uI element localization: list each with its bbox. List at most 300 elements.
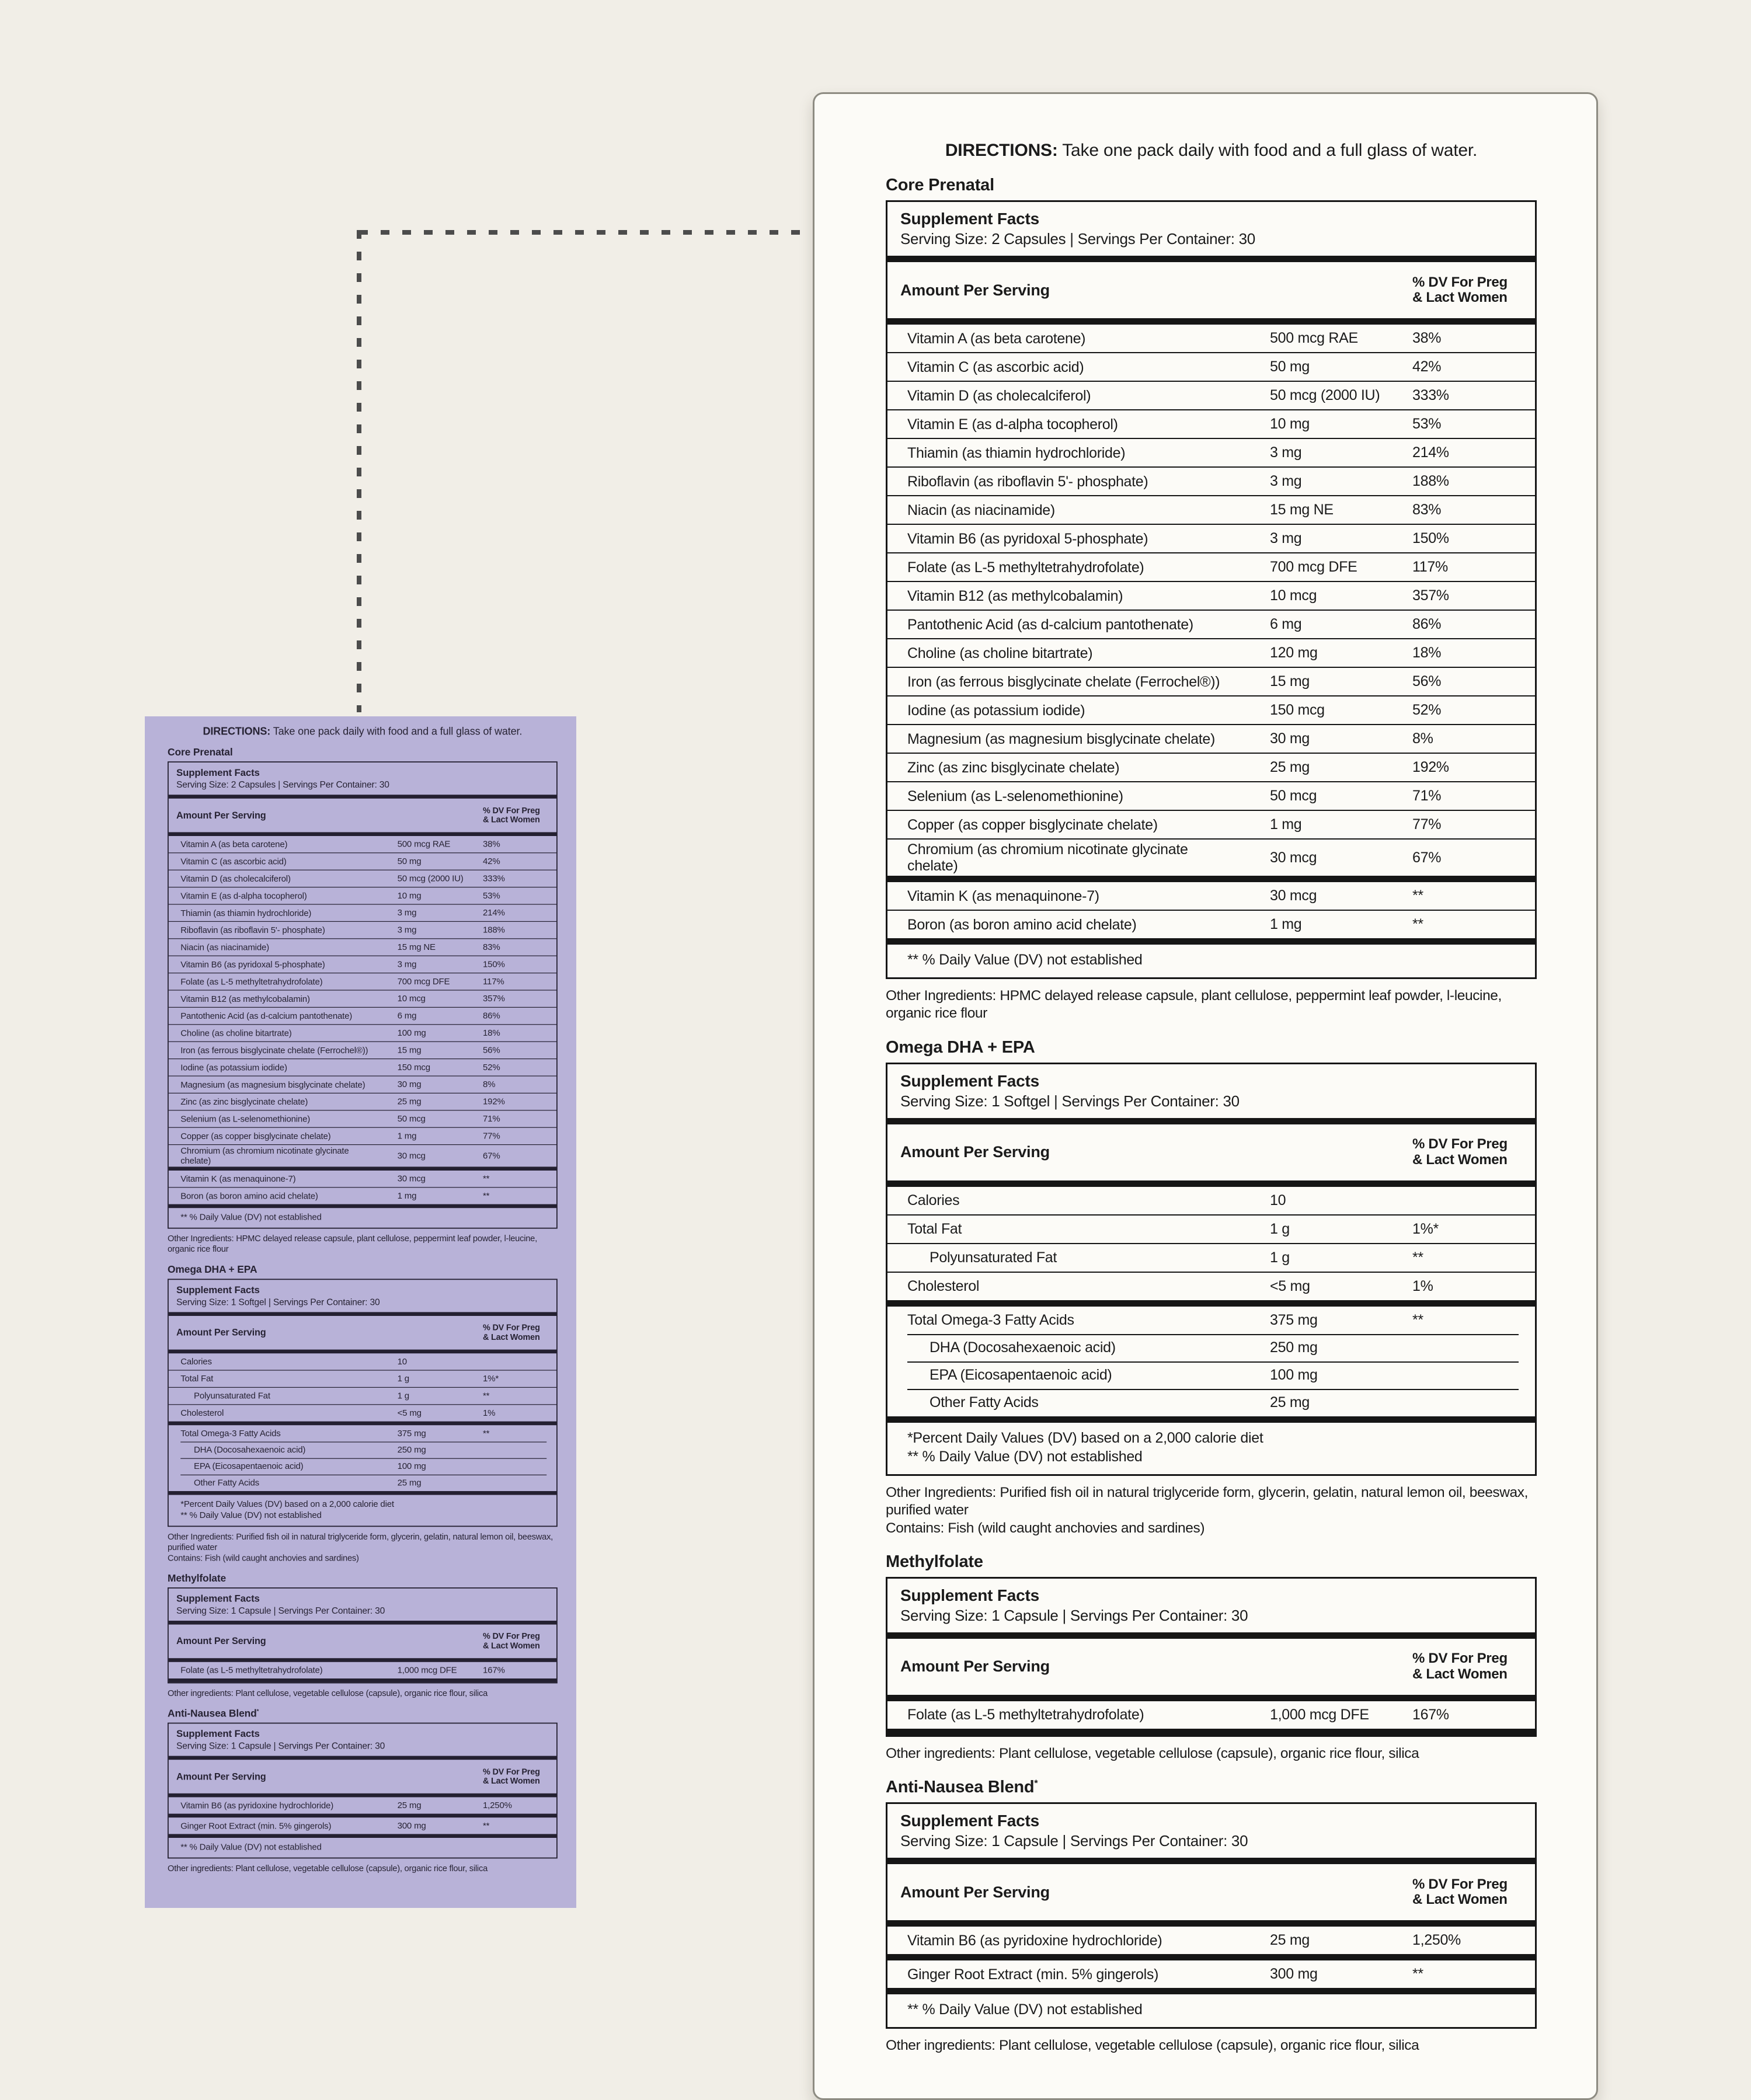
row-amount: 100 mg [397,1028,426,1038]
amount-per-serving-header: Amount Per Serving [176,810,266,821]
row-amount: 50 mcg (2000 IU) [397,873,464,883]
footnotes-block [887,1423,1535,1474]
table-row [887,838,1535,876]
divider-bar [169,1421,556,1425]
row-name: Thiamin (as thiamin hydrochloride) [180,908,312,918]
table-row [169,1007,556,1024]
row-name: Other Fatty Acids [194,1478,259,1488]
row-amount: 1 mg [397,1190,417,1201]
row-amount: 1,000 mcg DFE [1270,1706,1369,1723]
product-label-panel [145,716,576,1908]
row-amount: 6 mg [397,1011,417,1021]
footnote-line: *Percent Daily Values (DV) based on a 2,000 calorie diet [180,1499,394,1509]
dv-header-line2: & Lact Women [483,1332,540,1342]
table-row [169,1353,556,1370]
dv-header-line1: % DV For Preg [483,1631,540,1642]
row-amount: 700 mcg DFE [397,976,450,987]
footnotes-block [169,1838,556,1858]
row-amount: 150 mcg [397,1062,430,1072]
facts-header [887,1064,1535,1118]
row-amount: 50 mcg (2000 IU) [1270,387,1380,403]
dv-header-line1: % DV For Preg [483,1323,540,1333]
facts-title: Supplement Facts [900,1586,1039,1604]
row-dv: 71% [483,1113,500,1124]
row-name: Vitamin C (as ascorbic acid) [907,358,1084,375]
table-row [887,695,1535,724]
footnote-line: ** % Daily Value (DV) not established [180,1842,322,1852]
section-heading-methylfolate: Methylfolate [886,1552,983,1571]
row-name: Vitamin C (as ascorbic acid) [180,856,287,866]
table-row [169,1024,556,1041]
row-amount: 375 mg [1270,1311,1318,1328]
table-row [169,1475,556,1491]
row-dv: 52% [1412,702,1442,718]
row-dv: ** [1412,916,1423,932]
row-dv: 1% [1412,1277,1433,1294]
row-dv: 1% [483,1408,496,1418]
row-dv: 67% [483,1151,500,1161]
footnote-line: ** % Daily Value (DV) not established [907,1448,1143,1465]
divider-bar [887,1416,1535,1423]
row-name: Polyunsaturated Fat [194,1391,270,1401]
connector-dashed-line-vertical [357,230,361,712]
row-dv: 117% [1412,559,1448,575]
row-name: Cholesterol [907,1278,980,1295]
table-row [887,1927,1535,1954]
directions-label: DIRECTIONS: [203,726,271,737]
row-name: Total Fat [907,1221,962,1238]
section-omega-dha-epa [886,1038,1537,1537]
row-amount: 3 mg [1270,530,1302,546]
table-row [887,1307,1535,1334]
table-row [887,352,1535,381]
row-amount: 500 mcg RAE [397,839,451,849]
row-name: Chromium (as chromium nicotinate glycinate chelate) [907,841,1188,874]
other-ingredients-text: Other ingredients: Plant cellulose, vegetable cellulose (capsule), organic rice flour, silica [886,1745,1419,1761]
row-name: Vitamin K (as menaquinone-7) [907,887,1099,904]
table-row [169,990,556,1007]
row-name: Calories [180,1356,212,1367]
row-name: Other Fatty Acids [930,1394,1039,1411]
divider-bar [169,1349,556,1353]
row-name: Ginger Root Extract (min. 5% gingerols) [180,1821,332,1831]
row-amount: 25 mg [1270,759,1310,775]
row-amount: 30 mg [1270,730,1310,747]
table-row [887,1960,1535,1988]
divider-bar [887,938,1535,945]
dv-column-header [1412,1137,1535,1168]
column-header-row [169,1316,556,1350]
row-name: Niacin (as niacinamide) [907,502,1055,518]
column-header-row [887,262,1535,318]
table-row [887,753,1535,781]
row-dv: 8% [1412,730,1433,747]
other-ingredients-text: Other ingredients: Plant cellulose, vegetable cellulose (capsule), organic rice flour, silica [886,2038,1419,2054]
row-name: Vitamin D (as cholecalciferol) [907,387,1091,404]
facts-header [887,1804,1535,1858]
row-name: Iodine (as potassium iodide) [907,702,1085,719]
footnote-line: ** % Daily Value (DV) not established [180,1510,322,1520]
row-name: EPA (Eicosapentaenoic acid) [194,1461,304,1471]
row-name: Vitamin B12 (as methylcobalamin) [907,587,1123,604]
facts-header [169,1724,556,1756]
section-methylfolate [168,1573,558,1699]
row-name: Vitamin B6 (as pyridoxine hydrochloride) [907,1932,1162,1949]
row-name: Iron (as ferrous bisglycinate chelate (Ferrochel®)) [907,673,1220,690]
divider-bar [887,1729,1535,1735]
dv-header-line1: % DV For Preg [483,806,540,816]
row-dv: 56% [483,1045,500,1055]
row-dv: ** [1412,887,1423,904]
table-row [887,1187,1535,1214]
column-header-row [169,1625,556,1659]
row-name: Boron (as boron amino acid chelate) [907,916,1137,933]
facts-header [169,762,556,795]
row-name: Folate (as L-5 methyltetrahydrofolate) [907,559,1144,576]
table-row [169,1817,556,1834]
row-amount: 10 mg [397,890,422,901]
row-dv: 357% [1412,587,1449,604]
divider-bar [169,795,556,799]
section-anti-nausea-blend [168,1708,558,1875]
row-name: Magnesium (as magnesium bisglycinate chelate) [907,730,1216,747]
table-row [169,887,556,904]
row-amount: 1 mg [1270,916,1302,932]
row-name: Selenium (as L-selenomethionine) [907,788,1123,805]
divider-bar [887,1858,1535,1864]
table-row [887,495,1535,524]
footnotes-block [169,1208,556,1228]
row-name: Vitamin B6 (as pyridoxine hydrochloride) [180,1801,334,1811]
footnote-line: ** % Daily Value (DV) not established [907,952,1143,968]
row-name: Zinc (as zinc bisglycinate chelate) [180,1096,308,1107]
row-dv: 77% [1412,816,1442,833]
row-amount: 3 mg [1270,444,1302,461]
row-amount: 25 mg [397,1800,422,1810]
row-dv: ** [1412,1966,1423,1983]
table-row [169,1798,556,1814]
column-header-row [887,1864,1535,1920]
amount-per-serving-header: Amount Per Serving [176,1636,266,1647]
row-dv: ** [483,1820,490,1831]
row-amount: 1 g [397,1391,409,1401]
divider-bar [887,1954,1535,1960]
table-row [887,810,1535,838]
table-row [887,1243,1535,1272]
row-dv: 167% [483,1665,505,1675]
row-amount: 15 mg [1270,673,1310,689]
row-amount: 375 mg [397,1428,426,1439]
facts-title: Supplement Facts [900,1071,1039,1090]
row-dv: ** [1412,1311,1423,1328]
divider-bar [169,1166,556,1171]
row-name: Vitamin A (as beta carotene) [180,839,288,849]
row-dv: 214% [1412,444,1449,461]
table-row [169,1075,556,1092]
section-anti-nausea-blend [886,1778,1537,2054]
amount-per-serving-header: Amount Per Serving [176,1771,266,1782]
row-dv: 67% [1412,849,1442,866]
table-row [887,381,1535,409]
row-amount: 10 mcg [397,994,426,1004]
supplement-facts-box [886,1063,1537,1476]
row-dv: 18% [483,1028,500,1038]
row-amount: 10 [397,1356,407,1367]
divider-bar [887,1920,1535,1927]
row-amount: 10 mg [1270,416,1310,432]
table-row [169,904,556,921]
row-dv: ** [1412,1249,1423,1266]
divider-bar [169,1793,556,1798]
table-row [887,1701,1535,1729]
row-name: Pantothenic Acid (as d-calcium pantothenate) [180,1011,353,1021]
table-row [887,466,1535,495]
section-core-prenatal [886,176,1537,1023]
table-row [887,781,1535,810]
row-amount: 50 mcg [397,1113,426,1124]
row-name: Total Omega-3 Fatty Acids [180,1428,281,1439]
row-name: Vitamin B6 (as pyridoxal 5-phosphate) [907,530,1148,547]
row-name: Vitamin B12 (as methylcobalamin) [180,994,310,1004]
row-amount: 1 g [1270,1220,1290,1237]
row-name: DHA (Docosahexaenoic acid) [930,1339,1116,1356]
row-dv: 18% [1412,645,1442,661]
table-row [887,438,1535,466]
other-ingredients-text: Other ingredients: Plant cellulose, vegetable cellulose (capsule), organic rice flour, silica [168,1864,488,1873]
dv-header-line2: & Lact Women [483,815,540,825]
dv-column-header [1412,275,1535,306]
table-row [169,1404,556,1421]
row-dv: 117% [483,976,504,987]
amount-per-serving-header: Amount Per Serving [900,1143,1050,1161]
footnotes-block [887,1994,1535,2027]
supplement-facts-box [168,1587,558,1683]
row-amount: 120 mg [1270,645,1318,661]
row-dv: 188% [483,925,505,935]
directions-text: DIRECTIONS: Take one pack daily with food and a full glass of water. [203,726,523,737]
directions-label: DIRECTIONS: [945,141,1058,160]
facts-header [887,202,1535,256]
section-heading-anti-nausea-blend: Anti-Nausea Blend* [886,1778,1038,1797]
table-row [169,1110,556,1127]
table-row [169,1093,556,1110]
table-row [169,1387,556,1404]
row-dv: 1,250% [483,1800,512,1810]
row-amount: 25 mg [1270,1394,1310,1411]
row-dv: 52% [483,1062,500,1072]
row-amount: <5 mg [1270,1277,1310,1294]
footnote-line: ** % Daily Value (DV) not established [180,1212,322,1223]
dv-column-header [483,806,556,825]
row-name: Total Fat [180,1374,214,1384]
row-dv: 83% [483,942,500,952]
divider-bar [887,1300,1535,1307]
row-name: Polyunsaturated Fat [930,1249,1057,1266]
footnotes-block [887,945,1535,977]
row-amount: 300 mg [397,1820,426,1831]
row-amount: 100 mg [397,1461,426,1471]
row-name: Folate (as L-5 methyltetrahydrofolate) [180,976,323,987]
row-amount: 300 mg [1270,1966,1318,1983]
divider-bar [887,876,1535,882]
row-name: Cholesterol [180,1408,224,1418]
divider-bar [887,318,1535,325]
table-row [169,1370,556,1387]
table-row [887,667,1535,695]
row-amount: 3 mg [397,908,417,918]
dv-column-header [483,1767,556,1786]
other-ingredients-text: Other Ingredients: HPMC delayed release capsule, plant cellulose, peppermint leaf powder, l-leucine, organic rice flour [168,1234,537,1255]
row-dv: 357% [483,994,505,1004]
row-dv: 150% [483,959,505,969]
row-amount: 1 g [1270,1249,1290,1266]
row-amount: 100 mg [1270,1366,1318,1383]
row-amount: 30 mcg [397,1151,426,1161]
row-name: Thiamin (as thiamin hydrochloride) [907,444,1126,461]
table-row [887,1334,1535,1361]
row-name: Copper (as copper bisglycinate chelate) [180,1131,331,1141]
column-header-row [169,1760,556,1793]
row-name: Vitamin E (as d-alpha tocopherol) [180,890,307,901]
row-amount: 25 mg [397,1478,422,1488]
row-dv: 86% [483,1011,500,1021]
row-name: Zinc (as zinc bisglycinate chelate) [907,759,1120,776]
row-name: Iron (as ferrous bisglycinate chelate (Ferrochel®)) [180,1045,368,1056]
other-ingredients-text: Other Ingredients: Purified fish oil in natural triglyceride form, glycerin, gelatin, natural lemon oil, beeswax, purified water [886,1484,1529,1519]
row-dv: 192% [483,1096,505,1107]
dv-header-line2: & Lact Women [483,1776,540,1786]
footnote-line: *Percent Daily Values (DV) based on a 2,000 calorie diet [907,1429,1263,1446]
row-amount: 30 mcg [1270,849,1317,866]
row-name: Folate (as L-5 methyltetrahydrofolate) [180,1665,323,1676]
divider-bar [887,1118,1535,1124]
footnotes-block [169,1495,556,1526]
row-name: Riboflavin (as riboflavin 5'- phosphate) [180,925,325,935]
dv-header-line2: & Lact Women [1412,1151,1508,1168]
row-dv: 86% [1412,616,1442,632]
row-amount: 50 mg [397,856,422,866]
row-dv: ** [483,1190,490,1201]
section-methylfolate [886,1552,1537,1763]
column-header-row [169,799,556,833]
row-dv: 42% [1412,358,1442,375]
row-dv: 38% [483,839,500,849]
row-name: Vitamin B6 (as pyridoxal 5-phosphate) [180,959,325,970]
row-amount: 3 mg [397,925,417,935]
heading-asterisk: * [1034,1778,1038,1789]
section-heading-core-prenatal: Core Prenatal [886,176,994,194]
serving-size-line: Serving Size: 1 Capsule | Servings Per Container: 30 [176,1605,385,1616]
row-amount: 15 mg NE [1270,502,1334,518]
row-dv: 38% [1412,330,1442,346]
table-row [887,1361,1535,1389]
table-row [169,870,556,887]
row-name: Chromium (as chromium nicotinate glycinate chelate) [180,1146,349,1166]
facts-header [169,1589,556,1621]
section-heading-omega-dha-epa: Omega DHA + EPA [168,1264,257,1276]
section-heading-anti-nausea-blend: Anti-Nausea Blend* [168,1708,259,1719]
row-dv: 1%* [483,1373,499,1384]
row-dv: 71% [1412,788,1442,804]
contains-allergen-text: Contains: Fish (wild caught anchovies and sardines) [168,1553,359,1563]
facts-header [169,1280,556,1312]
table-row [887,1389,1535,1416]
table-row [169,1058,556,1075]
row-dv: 1,250% [1412,1932,1461,1949]
zoomed-label-card [813,92,1598,2100]
row-name: Magnesium (as magnesium bisglycinate chelate) [180,1079,365,1090]
row-dv: 56% [1412,673,1442,689]
row-name: Vitamin K (as menaquinone-7) [180,1173,296,1184]
dv-column-header [483,1324,556,1342]
divider-bar [169,1678,556,1683]
row-name: Folate (as L-5 methyltetrahydrofolate) [907,1707,1144,1723]
dv-header-line1: % DV For Preg [1412,1876,1508,1892]
serving-size-line: Serving Size: 1 Capsule | Servings Per Container: 30 [176,1740,385,1751]
row-name: Niacin (as niacinamide) [180,942,269,952]
row-amount: 15 mg [397,1045,422,1055]
table-row [169,1127,556,1144]
divider-bar [887,1988,1535,1994]
table-row [887,638,1535,667]
row-dv: ** [483,1391,490,1401]
table-row [887,552,1535,581]
table-row [887,724,1535,753]
table-row [169,921,556,938]
dv-header-line1: % DV For Preg [483,1767,540,1777]
table-row [169,1042,556,1058]
row-name: EPA (Eicosapentaenoic acid) [930,1367,1112,1384]
dv-column-header [1412,1877,1535,1908]
row-amount: 1 mg [397,1131,417,1141]
row-amount: 25 mg [1270,1932,1310,1949]
amount-per-serving-header: Amount Per Serving [176,1327,266,1338]
row-amount: 1 mg [1270,816,1302,833]
serving-size-line: Serving Size: 2 Capsules | Servings Per Container: 30 [900,230,1255,248]
table-row [169,938,556,955]
divider-bar [887,256,1535,262]
row-amount: 15 mg NE [397,942,436,952]
row-dv: 214% [483,908,505,918]
row-amount: 50 mg [1270,358,1310,375]
table-row [887,409,1535,438]
serving-size-line: Serving Size: 1 Capsule | Servings Per Container: 30 [900,1606,1248,1624]
facts-title: Supplement Facts [176,1284,260,1295]
table-row [169,1458,556,1474]
row-dv: ** [483,1173,490,1184]
card-content-area [886,141,1537,2055]
dv-header-line2: & Lact Women [1412,290,1508,305]
heading-asterisk: * [256,1708,259,1715]
row-name: Vitamin D (as cholecalciferol) [180,873,291,884]
section-heading-core-prenatal: Core Prenatal [168,747,233,758]
row-amount: 500 mcg RAE [1270,330,1358,346]
row-dv: 8% [483,1079,496,1089]
facts-title: Supplement Facts [176,767,260,778]
row-amount: 250 mg [397,1444,426,1455]
section-omega-dha-epa [168,1264,558,1563]
column-header-row [887,1124,1535,1180]
table-row [169,956,556,973]
amount-per-serving-header: Amount Per Serving [900,1657,1050,1676]
table-row [169,852,556,869]
row-dv: 192% [1412,759,1449,775]
section-heading-omega-dha-epa: Omega DHA + EPA [886,1037,1035,1057]
row-name: Ginger Root Extract (min. 5% gingerols) [907,1966,1159,1983]
other-ingredients-text: Other Ingredients: HPMC delayed release capsule, plant cellulose, peppermint leaf powder, l-leucine, organic rice flour [886,988,1502,1022]
row-dv: 83% [1412,502,1442,518]
divider-bar [887,1632,1535,1639]
